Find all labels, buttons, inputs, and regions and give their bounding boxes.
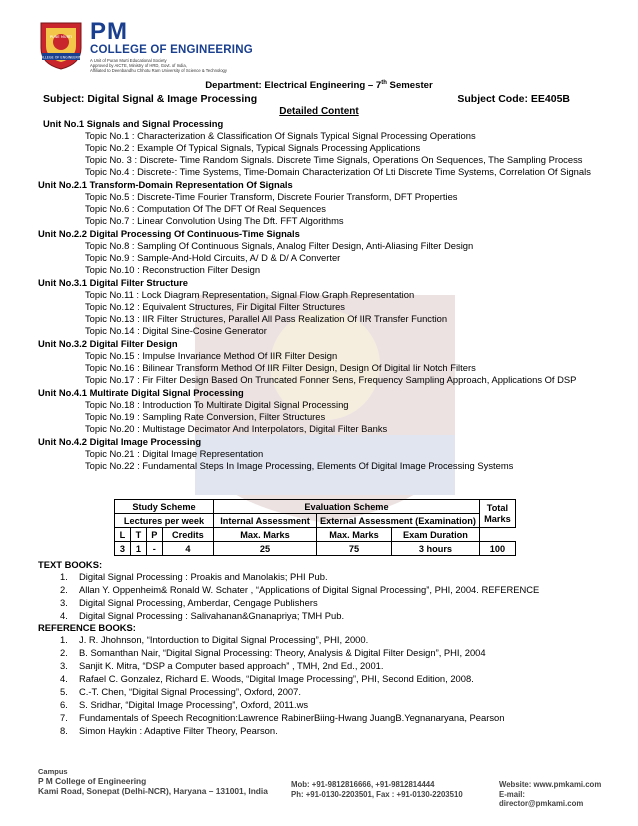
topic-item: Topic No.11 : Lock Diagram Representation, Signal Flow Graph Representation [85,289,415,300]
topic-item: Topic No.1 : Characterization & Classification Of Signals Typical Signal Processing Operations [85,130,476,141]
col-t-header: T [130,528,146,542]
book-text: Allan Y. Oppenheim& Ronald W. Schater , “Applications of Digital Signal Processing”, PHI, 2004. REFERENCE [79,584,540,595]
list-item [60,634,368,645]
unit-heading: Unit No.1 Signals and Signal Processing [43,118,224,129]
topic-item: Topic No.21 : Digital Image Representation [85,448,264,459]
topic-item: Topic No.19 : Sampling Rate Conversion, Filter Structures [85,411,326,422]
table-row [115,500,516,514]
topic-item: Topic No.12 : Equivalent Structures, Fir Digital Filter Structures [85,301,345,312]
list-number: 1. [60,634,68,645]
department-prefix: Department: Electrical Engineering – 7 [205,80,382,92]
book-text: J. R. Jhohnson, “Intorduction to Digital Signal Processing”, PHI, 2000. [79,634,369,645]
book-text: Fundamentals of Speech Recognition:Lawrence RabinerBiing-Hwang JuangB.Yegnanaryana, Pearson [79,712,505,723]
unit-heading: Unit No.4.2 Digital Image Processing [38,436,202,447]
crest-banner-text: COLLEGE OF ENGINEERING [38,55,84,60]
subject-code: Subject Code: EE405B [457,93,570,105]
letterhead-footer [38,767,608,807]
footer-phone: Ph: +91-0130-2203501, Fax : +91-0130-2203510 [291,790,463,799]
col-exam-duration-header: Exam Duration [392,528,480,542]
book-text: Rafael C. Gonzalez, Richard E. Woods, “Digital Image Processing”, PHI, Second Edition, 2008. [79,673,474,684]
book-text: Digital Signal Processing, Amberdar, Cengage Publishers [79,597,318,608]
book-text: Digital Signal Processing : Salivahanan&Gnanapriya; TMH Pub. [79,610,345,621]
value-external: 75 [317,542,392,556]
college-crest-logo [38,20,84,70]
footer-mobile: Mob: +91-9812816666, +91-9812814444 [291,780,435,789]
affiliation-line: A Unit of Puran Murti Educational Society [90,58,167,63]
topic-item: Topic No.8 : Sampling Of Continuous Signals, Analog Filter Design, Anti-Aliasing Filter Design [85,240,474,251]
book-text: Digital Signal Processing : Proakis and Manolakis; PHI Pub. [79,571,328,582]
list-item [60,610,344,621]
unit-heading: Unit No.3.2 Digital Filter Design [38,338,178,349]
list-number: 3. [60,597,68,608]
footer-address: Kami Road, Sonepat (Delhi-NCR), Haryana – 131001, India [38,786,268,796]
internal-assessment-header: Internal Assessment [214,514,317,528]
department-superscript: th [381,80,387,86]
table-row [115,528,516,542]
book-text: Sanjit K. Mitra, “DSP a Computer based approach” , TMH, 2nd Ed., 2001. [79,660,384,671]
department-line [0,80,638,91]
footer-website: Website: www.pmkami.com [499,780,602,789]
topic-item: Topic No.4 : Discrete-: Time Systems, Time-Domain Characterization Of Lti Discrete Time Systems, Correlation Of Signals [85,166,591,177]
topic-item: Topic No.10 : Reconstruction Filter Design [85,264,261,275]
topic-item: Topic No.15 : Impulse Invariance Method Of IIR Filter Design [85,350,338,361]
book-text: B. Somanthan Nair, “Digital Signal Processing: Theory, Analysis & Digital Filter Design”, PHI, 2004 [79,647,486,658]
book-text: S. Sridhar, “Digital Image Processing”, Oxford, 2011.ws [79,699,309,710]
value-p: - [146,542,162,556]
value-credits: 4 [162,542,213,556]
college-name: COLLEGE OF ENGINEERING [90,44,253,56]
topic-item: Topic No.2 : Example Of Typical Signals, Typical Signals Processing Applications [85,142,421,153]
list-item [60,673,474,684]
external-assessment-header: External Assessment (Examination) [317,514,480,528]
topic-item: Topic No. 3 : Discrete- Time Random Signals. Discrete Time Signals, Operations On Sequences, The Sampling Process [85,154,583,165]
evaluation-scheme-header: Evaluation Scheme [214,500,480,514]
topic-item: Topic No.14 : Digital Sine-Cosine Generator [85,325,267,336]
footer-campus-label: Campus [38,767,68,776]
topic-item: Topic No.18 : Introduction To Multirate Digital Signal Processing [85,399,349,410]
list-number: 7. [60,712,68,723]
list-item [60,712,504,723]
list-number: 2. [60,647,68,658]
topic-item: Topic No.13 : IIR Filter Structures, Parallel All Pass Realization Of IIR Transfer Function [85,313,448,324]
subject-title: Subject: Digital Signal & Image Processing [43,93,258,105]
study-scheme-header: Study Scheme [115,500,214,514]
list-number: 6. [60,699,68,710]
list-item [60,571,328,582]
book-text: Simon Haykin : Adaptive Filter Theory, Pearson. [79,725,278,736]
footer-email: E-mail: director@pmkami.com [499,790,584,808]
topic-item: Topic No.5 : Discrete-Time Fourier Transform, Discrete Fourier Transform, DFT Properties [85,191,458,202]
unit-heading: Unit No.2.1 Transform-Domain Representation Of Signals [38,179,293,190]
reference-books-heading: REFERENCE BOOKS: [38,622,136,633]
topic-item: Topic No.9 : Sample-And-Hold Circuits, A/ D & D/ A Converter [85,252,341,263]
value-duration: 3 hours [392,542,480,556]
evaluation-scheme-table [114,499,516,556]
unit-heading: Unit No.3.1 Digital Filter Structure [38,277,189,288]
value-internal: 25 [214,542,317,556]
crest-text: PUNE MURTI [49,35,73,39]
value-t: 1 [130,542,146,556]
affiliation-text [90,58,310,73]
text-books-heading: TEXT BOOKS: [38,559,103,570]
unit-heading: Unit No.4.1 Multirate Digital Signal Processing [38,387,244,398]
value-total: 100 [479,542,515,556]
col-l-header: L [115,528,131,542]
department-suffix: Semester [386,80,433,92]
lectures-per-week-header: Lectures per week [115,514,214,528]
list-number: 2. [60,584,68,595]
topic-item: Topic No.6 : Computation Of The DFT Of Real Sequences [85,203,326,214]
topic-item: Topic No.17 : Fir Filter Design Based On Truncated Fonner Sens, Frequency Sampling Approach, Applications Of DSP [85,374,577,385]
list-item [60,584,539,595]
list-item [60,686,301,697]
list-item [60,699,308,710]
value-l: 3 [115,542,131,556]
list-item [60,725,278,736]
list-item [60,647,486,658]
total-marks-header: Total Marks [479,500,515,528]
list-number: 4. [60,610,68,621]
footer-college-name: P M College of Engineering [38,776,147,786]
topic-item: Topic No.7 : Linear Convolution Using The Dft. FFT Algorithms [85,215,344,226]
list-number: 8. [60,725,68,736]
topic-item: Topic No.20 : Multistage Decimator And Interpolators, Digital Filter Banks [85,423,388,434]
book-text: C.-T. Chen, “Digital Signal Processing”, Oxford, 2007. [79,686,301,697]
list-item [60,660,384,671]
col-internal-max-marks-header: Max. Marks [214,528,317,542]
logo-letters: PM [90,18,128,45]
unit-heading: Unit No.2.2 Digital Processing Of Continuous-Time Signals [38,228,300,239]
topic-item: Topic No.16 : Bilinear Transform Method Of IIR Filter Design, Design Of Digital Iir Notch Filters [85,362,476,373]
list-number: 4. [60,673,68,684]
affiliation-line: Affiliated to Deenbandhu Chhotu Ram University of Science & Technology [90,68,227,73]
crest-shield-icon [38,20,84,70]
list-number: 1. [60,571,68,582]
col-p-header: P [146,528,162,542]
letterhead [38,18,598,78]
col-credits-header: Credits [162,528,213,542]
table-row [115,514,516,528]
detailed-content-heading: Detailed Content [279,106,359,117]
list-number: 5. [60,686,68,697]
list-number: 3. [60,660,68,671]
list-item [60,597,318,608]
affiliation-line: Approved by AICTE, Ministry of HRD, Govt. of India, [90,63,187,68]
topic-item: Topic No.22 : Fundamental Steps In Image Processing, Elements Of Digital Image Processing Systems [85,460,514,471]
col-external-max-marks-header: Max. Marks [317,528,392,542]
table-row [115,542,516,556]
